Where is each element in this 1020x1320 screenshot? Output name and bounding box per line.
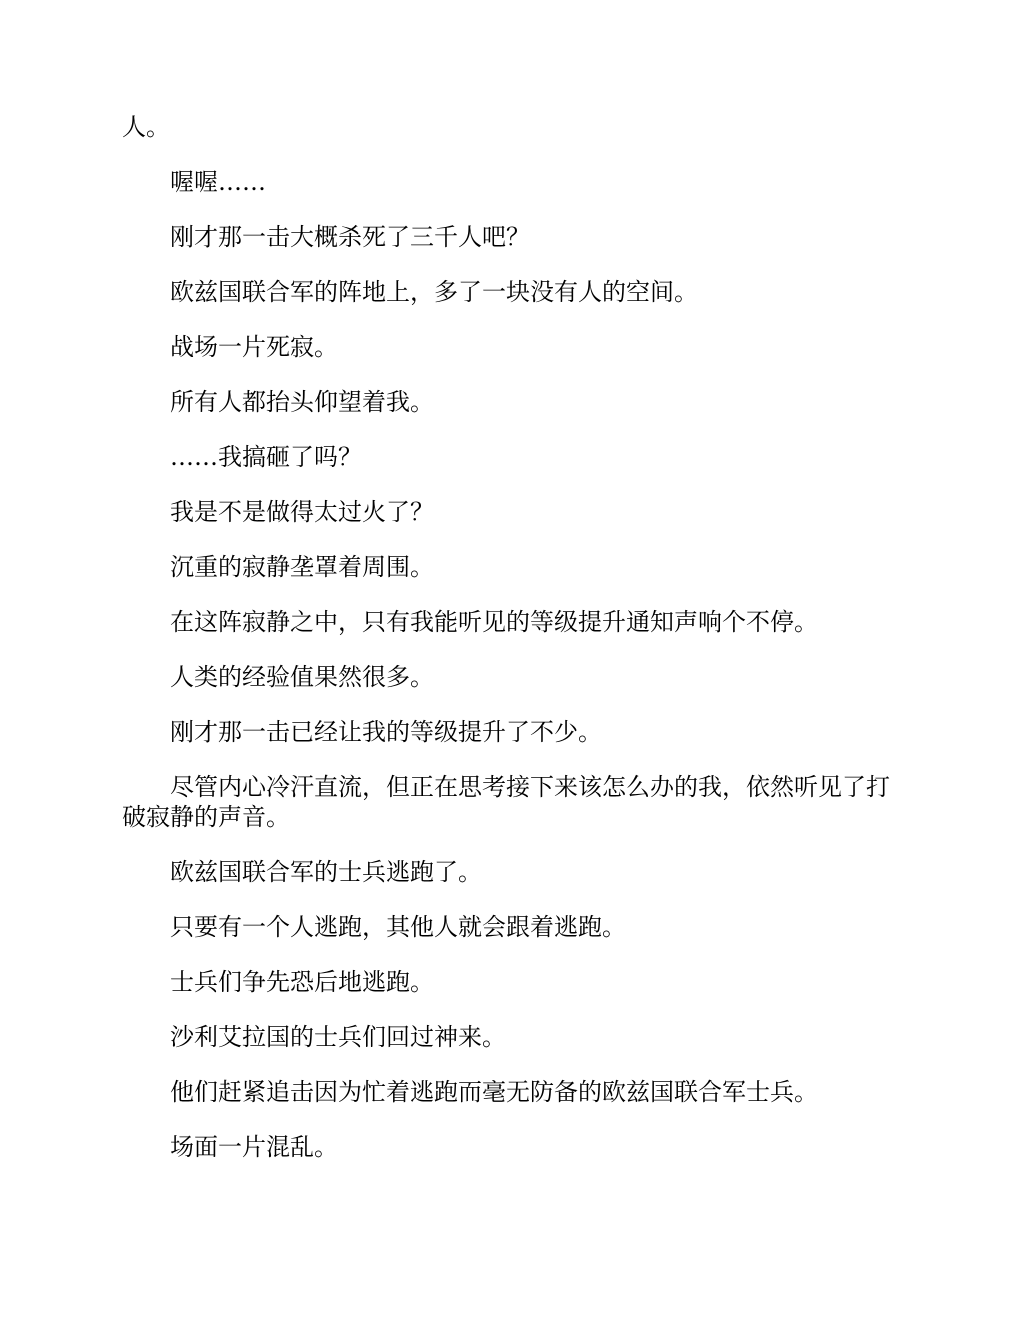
paragraph-17: 沙利艾拉国的士兵们回过神来。	[170, 1023, 506, 1051]
paragraph-19: 场面一片混乱。	[170, 1133, 338, 1161]
paragraph-9: 沉重的寂静垄罩着周围。	[170, 553, 434, 581]
paragraph-2: 喔喔……	[170, 168, 266, 196]
paragraph-15: 只要有一个人逃跑，其他人就会跟着逃跑。	[170, 913, 626, 941]
paragraph-6: 所有人都抬头仰望着我。	[170, 388, 434, 416]
paragraph-7: ……我搞砸了吗？	[170, 443, 362, 471]
paragraph-18: 他们赶紧追击因为忙着逃跑而毫无防备的欧兹国联合军士兵。	[170, 1078, 818, 1106]
paragraph-11: 人类的经验值果然很多。	[170, 663, 434, 691]
paragraph-4: 欧兹国联合军的阵地上，多了一块没有人的空间。	[170, 278, 698, 306]
paragraph-5: 战场一片死寂。	[170, 333, 338, 361]
paragraph-16: 士兵们争先恐后地逃跑。	[170, 968, 434, 996]
paragraph-14: 欧兹国联合军的士兵逃跑了。	[170, 858, 482, 886]
document-page	[122, 112, 898, 1187]
paragraph-8: 我是不是做得太过火了？	[170, 498, 434, 526]
paragraph-3: 刚才那一击大概杀死了三千人吧？	[170, 223, 530, 251]
paragraph-12: 刚才那一击已经让我的等级提升了不少。	[170, 718, 602, 746]
paragraph-1: 人。	[122, 113, 170, 141]
paragraph-13: 尽管内心冷汗直流，但正在思考接下来该怎么办的我，依然听见了打破寂静的声音。	[122, 773, 890, 831]
paragraph-10: 在这阵寂静之中，只有我能听见的等级提升通知声响个不停。	[170, 608, 818, 636]
